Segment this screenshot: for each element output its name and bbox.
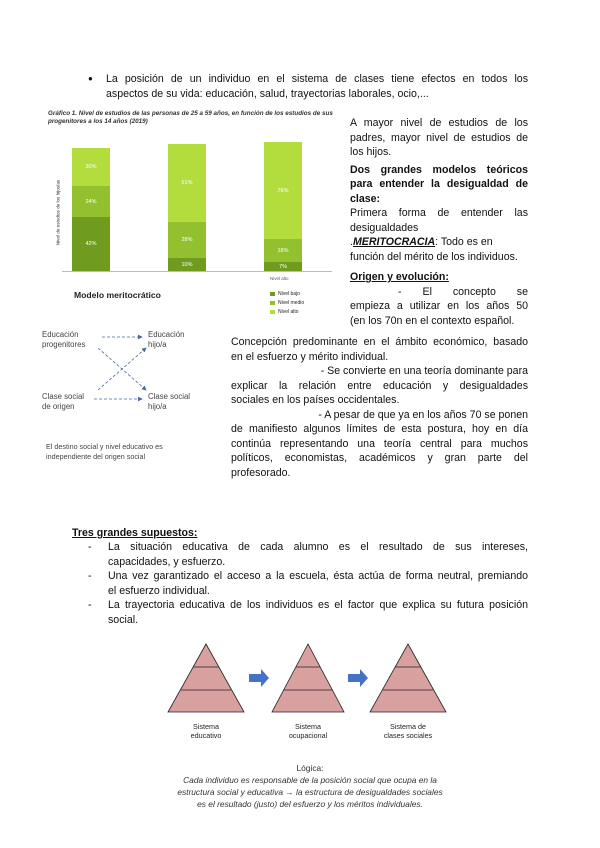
pyramids-svg (160, 640, 460, 720)
bar-data-label: 24% (85, 198, 97, 205)
bar-data-label: 10% (181, 261, 193, 268)
legend-item-medio: Nivel medio (270, 300, 304, 306)
bar-segment (264, 262, 302, 271)
intro-line-2: aspectos de su vida: educación, salud, trayectorias laborales, ocio,... (106, 87, 429, 100)
pyramid-educational-system (168, 644, 244, 712)
legend-item-alto: Nivel alto (270, 309, 299, 315)
origin-point-2: - Se convierte en una teoría dominante para explicar la relación entre educación y desigualdades sociales en los países occidentales. (231, 365, 528, 406)
para-higher-education: A mayor nivel de estudios de los padres, mayor nivel de estudios de los hijos. (350, 117, 528, 158)
chart-title: Gráfico 1. Nivel de estudios de las personas de 25 a 59 años, en función de los estudios de sus progenitores a los 14 años (2019) (48, 110, 333, 125)
origin-point-1: - El concepto se empieza a utilizar en los años 50 (en los 70n en el contexto español. (350, 285, 528, 327)
diagram-arrows (42, 286, 222, 466)
pyramid-social-class-system (370, 644, 446, 712)
bar-data-label: 42% (85, 241, 97, 247)
chart-plot-area (62, 144, 332, 272)
label-educational-system: Sistema educativo (190, 722, 222, 740)
label-education-parents: Educación progenitores (42, 330, 86, 349)
bullet-marker: ● (88, 74, 93, 83)
origin-evolution-text: Concepción predominante en el ámbito económico, basado en el esfuerzo y mérito individual. - Se convierte en una teoría dominante para explicar la relación entre educación y desigualdades sociales en los países occidentales. - A pesar de que ya en los años 70 se ponen de manifiesto algunos límites de esta postura, hoy en día continúa representando una teoría central para muchos políticos, economistas, académicos y gran parte del profesorado. (231, 336, 528, 479)
origin-point-3: - A pesar de que ya en los años 70 se ponen de manifiesto algunos límites de esta postura, hoy en día continúa representando una teoría central para muchos políticos, economistas, académicos y gran parte del profesorado. (231, 408, 528, 479)
bar-segment (72, 217, 110, 271)
label-education-child: Educación hijo/a (148, 330, 185, 349)
bar-segment (72, 186, 110, 217)
logic-title: Lógica: (296, 763, 324, 773)
right-column-text (350, 116, 528, 328)
label-social-class-system: Sistema de clases sociales (383, 722, 433, 740)
para-meritocracy: Primera forma de entender las desigualdades .MERITOCRACIA: Todo es en función del mérito de los individuos. (350, 207, 528, 263)
assumptions-list (88, 540, 528, 627)
pyramid-occupational-system (272, 644, 344, 712)
bar-segment (168, 258, 206, 271)
intro-bullet (88, 72, 528, 101)
assumption-item: - La trayectoria educativa de los individuos es el factor que explica su futura posición social. (88, 599, 528, 626)
bar-segment (168, 144, 206, 222)
label-class-child: Clase social hijo/a (148, 392, 191, 411)
diagram-title: Modelo meritocrático (74, 290, 161, 300)
arrow-right-icon (249, 669, 269, 687)
bar-segment (264, 142, 302, 239)
bar-data-label: 7% (279, 263, 287, 270)
legend-item-bajo: Nivel bajo (270, 291, 300, 297)
label-occupational-system: Sistema ocupacional (288, 722, 328, 740)
bar-segment (168, 222, 206, 258)
meritocracy-term: MERITOCRACIA (352, 236, 436, 248)
intro-line-1: La posición de un individuo en el sistema de clases tiene efectos en todos los (106, 73, 528, 85)
models-heading: Dos grandes modelos teóricos para entender la desigualdad de clase: (350, 163, 528, 205)
assumption-item: - Una vez garantizado el acceso a la escuela, ésta actúa de forma neutral, premiando el esfuerzo individual. (88, 570, 528, 597)
bar-data-label: 18% (277, 247, 289, 254)
arrow-class-origin-to-edu-child (98, 348, 146, 390)
bar-data-label: 76% (277, 187, 289, 194)
bar-data-label: 28% (181, 237, 193, 243)
meritocratic-model-diagram (42, 286, 222, 466)
chart-ylabel: Nivel de estudios de los hijos/as (55, 179, 61, 246)
x-tick-label-nivel-alto: Nivel alto (270, 276, 289, 281)
bar-data-label: 30% (85, 164, 97, 170)
diagram-caption: El destino social y nivel educativo es independiente del origen social (46, 442, 163, 461)
assumptions-heading: Tres grandes supuestos: (72, 527, 198, 539)
logic-box: Lógica: Cada individuo es responsable de la posición social que ocupa en la estructura social y educativa → la estructura de desigualdades sociales es el resultado (justo) del esfuerzo y los méritos individuales. (120, 762, 500, 810)
origin-heading: Origen y evolución: (350, 271, 449, 283)
bar-segment (264, 239, 302, 262)
label-class-origin: Clase social de origen (42, 392, 85, 411)
bar-data-label: 61% (181, 180, 193, 186)
bar-segment (72, 148, 110, 186)
arrow-right-icon (348, 669, 368, 687)
assumption-item: - La situación educativa de cada alumno es el resultado de sus intereses, capacidades, y esfuerzo. (88, 541, 528, 568)
